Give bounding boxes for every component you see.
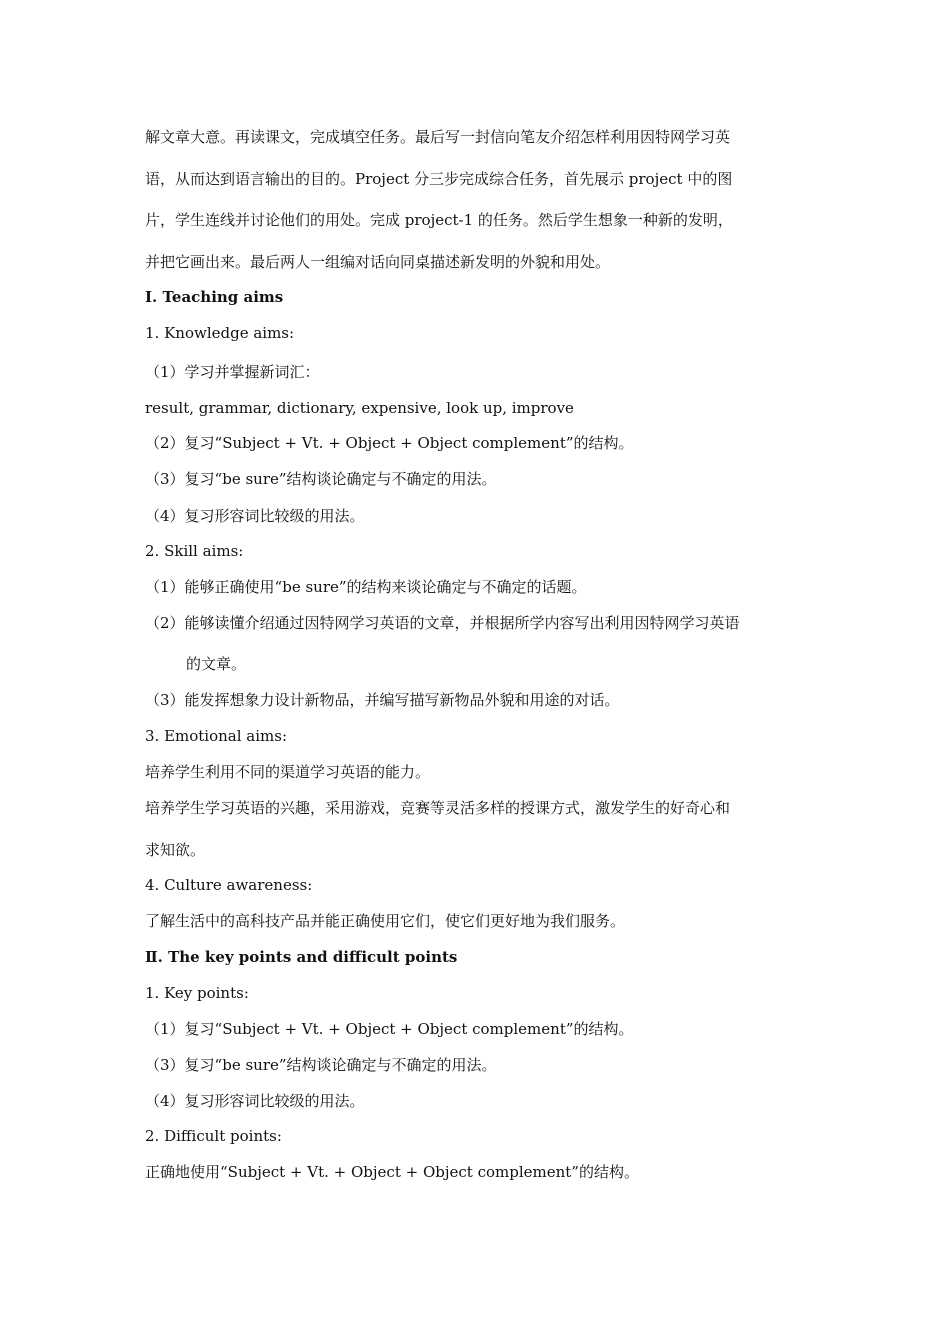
knowledge-aim-2: （2）复习“Subject + Vt. + Object + Object complement”的结构。	[145, 434, 634, 452]
emotional-aim-1: 培养学生利用不同的渠道学习英语的能力。	[145, 763, 431, 781]
skill-aim-1: （1）能够正确使用“be sure”的结构来谈论确定与不确定的话题。	[145, 578, 587, 596]
emotional-aim-2-continued: 求知欲。	[145, 841, 206, 859]
emotional-aim-2: 培养学生学习英语的兴趣，采用游戏，竞赛等灵活多样的授课方式，激发学生的好奇心和	[145, 799, 731, 817]
culture-awareness-heading: 4. Culture awareness:	[145, 876, 313, 894]
knowledge-aim-3: （3）复习“be sure”结构谈论确定与不确定的用法。	[145, 470, 497, 488]
culture-awareness-1: 了解生活中的高科技产品并能正确使用它们，使它们更好地为我们服务。	[145, 912, 626, 930]
key-points-heading: 1. Key points:	[145, 984, 249, 1002]
skill-aim-2: （2）能够读懂介绍通过因特网学习英语的文章，并根据所学内容写出利用因特网学习英语	[145, 614, 740, 632]
knowledge-aims-heading: 1. Knowledge aims:	[145, 324, 295, 342]
section-heading-key-points: Ⅱ. The key points and difficult points	[145, 948, 458, 966]
key-point-4: （4）复习形容词比较级的用法。	[145, 1092, 365, 1110]
difficult-points-heading: 2. Difficult points:	[145, 1127, 282, 1145]
difficult-point-1: 正确地使用“Subject + Vt. + Object + Object complement”的结构。	[145, 1163, 639, 1181]
skill-aim-2-continued: 的文章。	[186, 655, 247, 673]
knowledge-aim-1-words: result, grammar, dictionary, expensive, look up, improve	[145, 399, 574, 417]
key-point-3: （3）复习“be sure”结构谈论确定与不确定的用法。	[145, 1056, 497, 1074]
intro-line-2: 语，从而达到语言输出的目的。Project 分三步完成综合任务，首先展示 project 中的图	[145, 170, 733, 188]
skill-aims-heading: 2. Skill aims:	[145, 542, 244, 560]
intro-line-4: 并把它画出来。最后两人一组编对话向同桌描述新发明的外貌和用处。	[145, 253, 611, 271]
emotional-aims-heading: 3. Emotional aims:	[145, 727, 288, 745]
key-point-1: （1）复习“Subject + Vt. + Object + Object complement”的结构。	[145, 1020, 634, 1038]
knowledge-aim-1: （1）学习并掌握新词汇：	[145, 363, 320, 381]
intro-line-3: 片，学生连线并讨论他们的用处。完成 project-1 的任务。然后学生想象一种新的发明，	[145, 211, 733, 229]
knowledge-aim-4: （4）复习形容词比较级的用法。	[145, 507, 365, 525]
section-heading-teaching-aims: Ⅰ. Teaching aims	[145, 288, 284, 306]
skill-aim-3: （3）能发挥想象力设计新物品，并编写描写新物品外貌和用途的对话。	[145, 691, 620, 709]
intro-line-1: 解文章大意。再读课文，完成填空任务。最后写一封信向笔友介绍怎样利用因特网学习英	[145, 128, 731, 146]
